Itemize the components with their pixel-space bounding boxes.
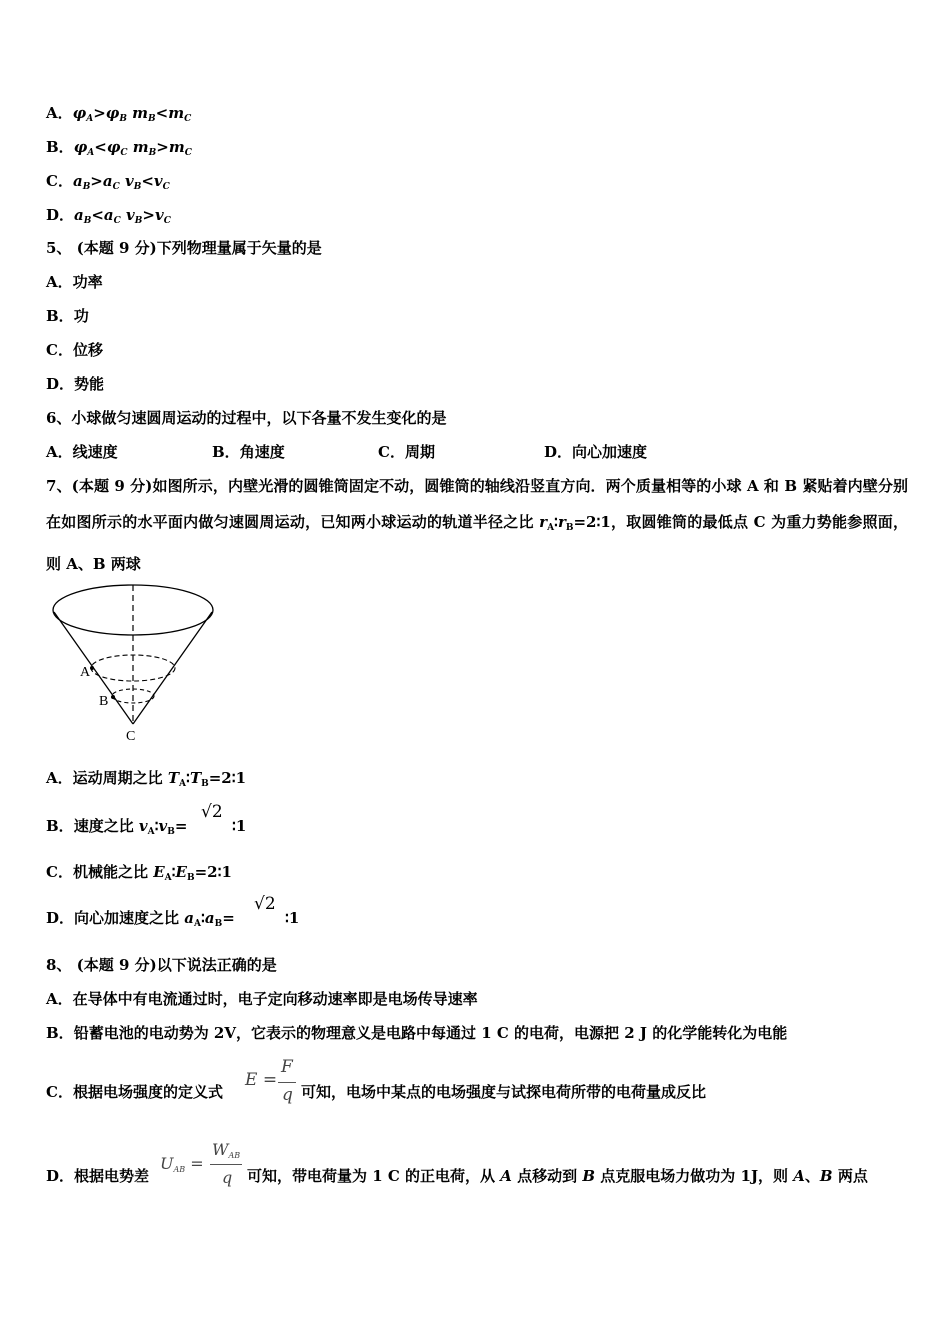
q7-option-a: A．运动周期之比 $T_A∶T_B=2∶1$ — [46, 769, 247, 789]
q8-d-fraction-bar — [210, 1164, 242, 1165]
q8-d-denominator: q — [222, 1168, 233, 1187]
q7-d-ratio-end: ∶1 — [285, 909, 300, 927]
q8-option-c: C．根据电场强度的定义式 — [46, 1083, 223, 1101]
q7-option-c: C．机械能之比 $E_A∶E_B=2∶1$ — [46, 863, 232, 883]
label-a: A — [80, 665, 91, 680]
q8-d-lhs: $U_{AB}$ = — [160, 1154, 204, 1174]
q7-b-sqrt2: √2 — [201, 802, 223, 822]
q8-d-conclusion: 可知，带电荷量为 1 C 的正电荷，从 A 点移动到 B 点克服电场力做功为 1J，则 A、B 两点 — [247, 1167, 868, 1185]
q5-option-c: C．位移 — [46, 341, 103, 359]
q6-option-d: D．向心加速度 — [544, 443, 648, 461]
q6-option-c: C．周期 — [378, 443, 435, 461]
cone-figure — [46, 580, 226, 750]
q8-option-b: B．铅蓄电池的电动势为 2V，它表示的物理意义是电路中每通过 1 C 的电荷，电源把 2 J 的化学能转化为电能 — [46, 1024, 788, 1042]
question-7-stem: 7、(本题 9 分)如图所示，内壁光滑的圆锥筒固定不动，圆锥筒的轴线沿竖直方向．两个质量相等的小球 A 和 B 紧贴着内壁分别在如图所示的水平面内做匀速圆周运动，已知两小球运动的轨道半径之比 $r_A∶r_B=2∶1$，取圆锥筒的最低点 C 为重力势能参照面，则 A、B 两球 — [46, 477, 908, 573]
q8-d-numerator: $W_{AB}$ — [212, 1140, 241, 1160]
question-5-stem: 5、 (本题 9 分)下列物理量属于矢量的是 — [46, 239, 322, 257]
q6-option-b: B．角速度 — [212, 443, 285, 461]
q4-option-c: C．$a_B>a_C$ $v_B<v_C$ — [46, 172, 170, 192]
q4-option-d: D．$a_B<a_C$ $v_B>v_C$ — [46, 206, 171, 226]
label-c: C — [126, 729, 136, 744]
q7-d-sqrt2: √2 — [254, 894, 276, 914]
q8-c-numerator: F — [281, 1057, 293, 1077]
q4-option-a: A．$\varphi_A>\varphi_B$ $m_B<m_C$ — [46, 104, 192, 124]
q7-option-d: D．向心加速度之比 $a_A∶a_B=$ — [46, 909, 235, 929]
cone-right-wall — [133, 612, 212, 724]
q5-option-b: B．功 — [46, 307, 89, 325]
q7-b-ratio-end: ∶1 — [232, 817, 247, 835]
q7-option-b: B．速度之比 $v_A∶v_B=$ — [46, 817, 188, 837]
q5-option-d: D．势能 — [46, 375, 105, 393]
label-b: B — [99, 694, 109, 709]
question-8-stem: 8、 (本题 9 分)以下说法正确的是 — [46, 956, 277, 974]
q8-option-a: A．在导体中有电流通过时，电子定向移动速率即是电场传导速率 — [46, 990, 478, 1008]
ball-b — [111, 695, 115, 699]
q8-c-lhs: E = — [245, 1070, 278, 1090]
ball-a — [90, 666, 94, 670]
q8-c-fraction-bar — [278, 1082, 296, 1083]
q8-c-conclusion: 可知，电场中某点的电场强度与试探电荷所带的电荷量成反比 — [301, 1083, 707, 1101]
q8-option-d: D．根据电势差 — [46, 1167, 150, 1185]
q6-option-a: A．线速度 — [46, 443, 118, 461]
question-6-stem: 6、小球做匀速圆周运动的过程中，以下各量不发生变化的是 — [46, 409, 447, 427]
q8-c-denominator: q — [282, 1085, 293, 1105]
q4-option-b: B．$\varphi_A<\varphi_C$ $m_B>m_C$ — [46, 138, 192, 158]
q5-option-a: A．功率 — [46, 273, 103, 291]
